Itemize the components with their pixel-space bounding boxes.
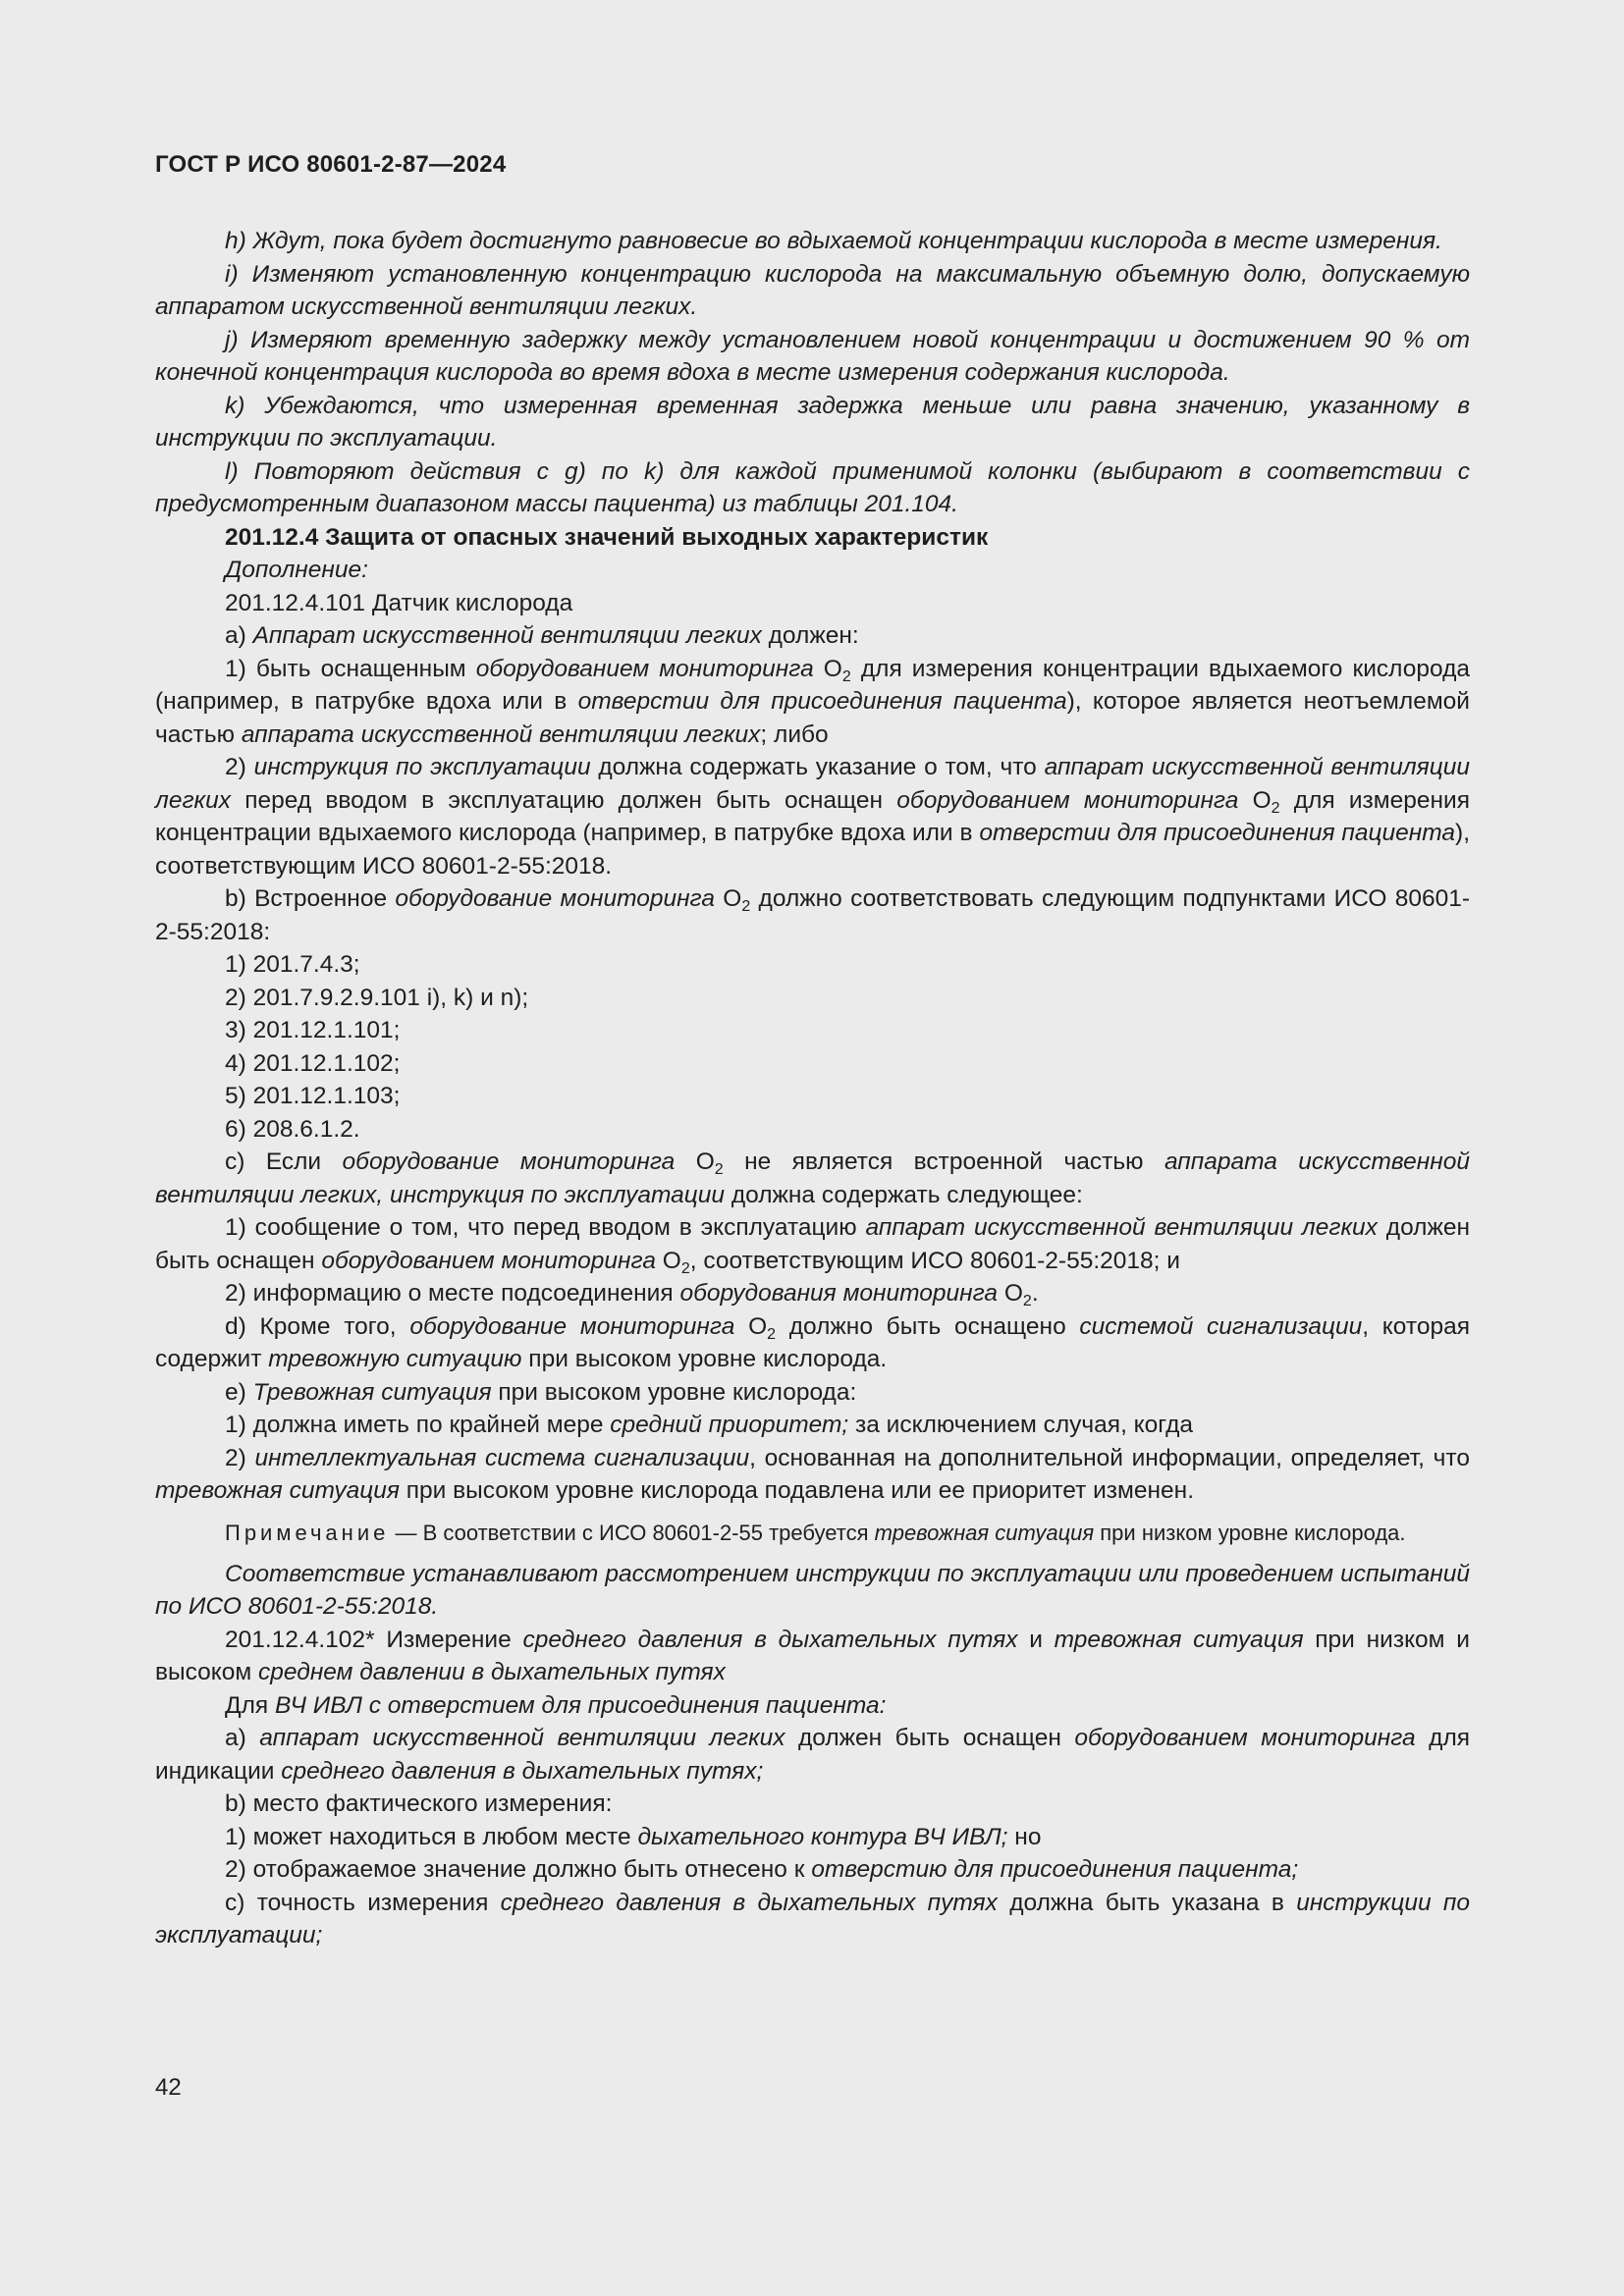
paragraph [155, 521, 1470, 555]
text-run: h) Ждут, пока будет достигнуто равновесие во вдыхаемой концентрации кислорода в месте измерения. [225, 228, 1442, 254]
text-run: должно быть оснащено [776, 1312, 1080, 1340]
text-run: должно соответствовать следующим подпунктами ИСО 80601-2-55:2018: [155, 885, 1470, 945]
text-run: системой сигнализации [1079, 1312, 1363, 1340]
text-run: среднего давления в дыхательных путях; [281, 1757, 764, 1785]
text-run: 2) [225, 1444, 255, 1471]
paragraph [155, 1624, 1470, 1689]
text-run: оборудованием мониторинга [475, 655, 814, 682]
paragraph [155, 1558, 1470, 1624]
text-run: при высоком уровне кислорода. [521, 1346, 888, 1372]
paragraph [155, 948, 1470, 982]
text-run: . [1031, 1280, 1039, 1307]
text-run: и [1017, 1626, 1055, 1653]
text-run: тревожная ситуация [874, 1520, 1095, 1545]
text-run: k) Убеждаются, что измеренная временная задержка меньше или равна значению, указанному в инструкции по эксплуатации. [155, 392, 1470, 452]
text-run: аппарата искусственной вентиляции легких [241, 721, 761, 748]
paragraph [155, 1113, 1470, 1147]
text-run: 201.12.4.101 Датчик кислорода [225, 589, 573, 616]
text-run: , которая содержит [155, 1312, 1470, 1372]
text-run: O [813, 655, 842, 682]
text-run: должен быть оснащен [155, 1214, 1470, 1274]
text-run: 2 [841, 667, 851, 685]
paragraph [155, 982, 1470, 1015]
text-run: инструкции по эксплуатации; [155, 1889, 1471, 1949]
text-run: Для [225, 1691, 275, 1719]
text-run: оборудование мониторинга [395, 885, 715, 912]
text-run: c) точность измерения [225, 1889, 501, 1916]
paragraph [155, 1277, 1470, 1310]
text-run: среднем давлении в дыхательных путях [258, 1659, 726, 1685]
paragraph [155, 1376, 1470, 1410]
text-run: 201.12.4 Защита от опасных значений выходных характеристик [225, 523, 989, 551]
text-run: Тревожная ситуация [252, 1378, 492, 1406]
text-run: при высоком уровне кислорода подавлена или ее приоритет изменен. [399, 1477, 1194, 1504]
text-run: среднего давления в дыхательных путях [522, 1626, 1018, 1653]
text-run: 201.12.4.102* Измерение [225, 1626, 523, 1653]
text-run: 2) отображаемое значение должно быть отнесено к [225, 1856, 812, 1883]
text-run: O [655, 1247, 681, 1274]
text-run: отверстии для присоединения пациента [979, 820, 1456, 846]
page-number: 42 [155, 2074, 182, 2101]
text-run: при высоком уровне кислорода: [491, 1378, 857, 1406]
text-run: а) [225, 1725, 260, 1751]
text-run: должна быть указана в [997, 1889, 1297, 1916]
text-run: e) [225, 1378, 253, 1406]
text-run: не является встроенной частью [723, 1148, 1164, 1175]
text-run: для измерения концентрации вдыхаемого кислорода (например, в патрубке вдоха или в [155, 655, 1470, 715]
text-run: l) Повторяют действия с g) по k) для каждой применимой колонки (выбирают в соответствии с предусмотренным диапазоном массы пациента) из таблицы 201.104. [155, 457, 1470, 517]
paragraph [155, 1409, 1470, 1442]
paragraph [155, 882, 1470, 948]
text-run: средний приоритет; [610, 1412, 849, 1438]
text-run: аппарата искусственной вентиляции легких, инструкция по эксплуатации [155, 1148, 1470, 1208]
text-run: 2) 201.7.9.2.9.101 i), k) и n); [225, 984, 529, 1011]
text-run: 2) [225, 754, 254, 780]
text-run: но [1007, 1823, 1042, 1850]
text-run: 5) 201.12.1.103; [225, 1083, 401, 1109]
text-run: оборудованием мониторинга [1074, 1725, 1416, 1751]
text-run: 1) может находиться в любом месте [225, 1823, 638, 1850]
text-run: j) Измеряют временную задержку между установлением новой концентрации и достижением 90 % от конечной концентрация кислорода во время вдоха в месте измерения содержания кислорода. [155, 326, 1470, 386]
text-run: 2 [680, 1259, 690, 1277]
text-run: 2 [1271, 799, 1280, 817]
paragraph [155, 1689, 1470, 1723]
text-run: для измерения концентрации вдыхаемого кислорода (например, в патрубке вдоха или в [155, 786, 1470, 846]
paragraph [155, 1014, 1470, 1047]
text-run: должен быть оснащен [785, 1725, 1075, 1751]
text-run: оборудование мониторинга [409, 1312, 735, 1340]
text-run: должна содержать следующее: [725, 1181, 1083, 1208]
paragraph [155, 390, 1470, 455]
text-run: перед вводом в эксплуатацию должен быть оснащен [230, 786, 897, 814]
text-run: аппарат искусственной вентиляции легких [259, 1725, 785, 1751]
text-run: интеллектуальная система сигнализации [254, 1444, 750, 1471]
text-run: тревожная ситуация [1054, 1626, 1304, 1653]
text-run: отверстии для присоединения пациента [577, 688, 1067, 715]
text-run: ; либо [760, 721, 829, 748]
text-run: Примечание [225, 1520, 390, 1545]
paragraph [155, 1047, 1470, 1081]
text-run: оборудованием мониторинга [321, 1247, 656, 1274]
text-run: 6) 208.6.1.2. [225, 1115, 360, 1143]
paragraph [155, 324, 1470, 390]
text-run: Соответствие устанавливают рассмотрением инструкции по эксплуатации или проведением испытаний по ИСО 80601-2-55:2018. [155, 1560, 1470, 1620]
text-run: Аппарат искусственной вентиляции легких [252, 622, 762, 649]
text-run: — В соответствии с ИСО 80601-2-55 требуется [389, 1520, 875, 1545]
text-run: за исключением случая, когда [848, 1412, 1194, 1438]
text-run: , основанная на дополнительной информации, определяет, что [749, 1444, 1470, 1471]
paragraph [155, 1887, 1470, 1952]
text-run: O [998, 1280, 1023, 1307]
text-run: i) Изменяют установленную концентрацию кислорода на максимальную объемную долю, допускаемую аппаратом искусственной вентиляции легких. [155, 260, 1470, 320]
text-run: аппарат искусственной вентиляции легких [865, 1214, 1378, 1241]
paragraph [155, 225, 1470, 258]
text-run: ), которое является неотъемлемой частью [155, 688, 1470, 748]
text-run: d) Кроме того, [225, 1312, 410, 1340]
text-run: 4) 201.12.1.102; [225, 1049, 401, 1077]
text-run: O [734, 1312, 768, 1340]
text-run: отверстию для присоединения пациента; [811, 1856, 1299, 1883]
text-run: 2 [714, 1161, 724, 1178]
text-run: , соответствующим ИСО 80601-2-55:2018; и [689, 1247, 1180, 1274]
paragraph [155, 455, 1470, 521]
text-run: 1) должна иметь по крайней мере [225, 1412, 611, 1438]
text-run: 2 [741, 898, 751, 915]
text-run: O [715, 885, 742, 912]
text-run: ВЧ ИВЛ с отверстием для присоединения пациента: [274, 1691, 887, 1719]
text-run: оборудованием мониторинга [896, 786, 1239, 814]
text-run: для индикации [155, 1725, 1471, 1785]
text-run: Дополнение: [225, 557, 368, 583]
text-run: c) Если [225, 1148, 343, 1175]
paragraph [155, 554, 1470, 587]
text-run: ), соответствующим ИСО 80601-2-55:2018. [155, 820, 1471, 880]
text-run: должна содержать указание о том, что [590, 754, 1045, 780]
text-run: инструкция по эксплуатации [253, 754, 591, 780]
text-run: оборудования мониторинга [679, 1280, 999, 1307]
text-run: b) Встроенное [225, 885, 396, 912]
paragraph [155, 751, 1470, 882]
text-run: оборудование мониторинга [342, 1148, 676, 1175]
text-run: а) [225, 622, 253, 649]
paragraph [155, 1146, 1470, 1211]
paragraph [155, 1853, 1470, 1887]
paragraph [155, 1211, 1470, 1277]
text-run: 2) информацию о месте подсоединения [225, 1280, 680, 1307]
paragraph [155, 653, 1470, 752]
paragraph [155, 587, 1470, 620]
text-run: 3) 201.12.1.101; [225, 1017, 401, 1043]
paragraph [155, 1788, 1470, 1821]
paragraph [155, 1442, 1470, 1508]
text-run: O [675, 1148, 715, 1175]
text-run: 1) 201.7.4.3; [225, 951, 360, 978]
text-run: 2 [767, 1325, 777, 1343]
text-run: 1) сообщение о том, что перед вводом в эксплуатацию [225, 1214, 866, 1241]
paragraph [155, 1821, 1470, 1854]
document-body [155, 225, 1470, 1952]
text-run: при низком и высоком [155, 1626, 1470, 1685]
text-run: дыхательного контура ВЧ ИВЛ; [637, 1823, 1008, 1850]
document-header: ГОСТ Р ИСО 80601-2-87—2024 [155, 151, 507, 178]
paragraph [155, 619, 1470, 653]
text-run: 2 [1022, 1293, 1032, 1309]
paragraph [155, 1080, 1470, 1113]
text-run: при низком уровне кислорода. [1094, 1520, 1406, 1545]
text-run: среднего давления в дыхательных путях [500, 1889, 998, 1916]
paragraph [155, 1310, 1470, 1376]
paragraph [155, 258, 1470, 324]
text-run: O [1238, 786, 1272, 814]
text-run: должен: [761, 622, 859, 649]
text-run: тревожная ситуация [155, 1477, 400, 1504]
text-run: 1) быть оснащенным [225, 655, 476, 682]
paragraph [155, 1722, 1470, 1788]
note-paragraph [155, 1518, 1470, 1548]
text-run: b) место фактического измерения: [225, 1790, 613, 1817]
text-run: аппарат искусственной вентиляции легких [155, 754, 1470, 814]
text-run: тревожную ситуацию [268, 1346, 522, 1372]
